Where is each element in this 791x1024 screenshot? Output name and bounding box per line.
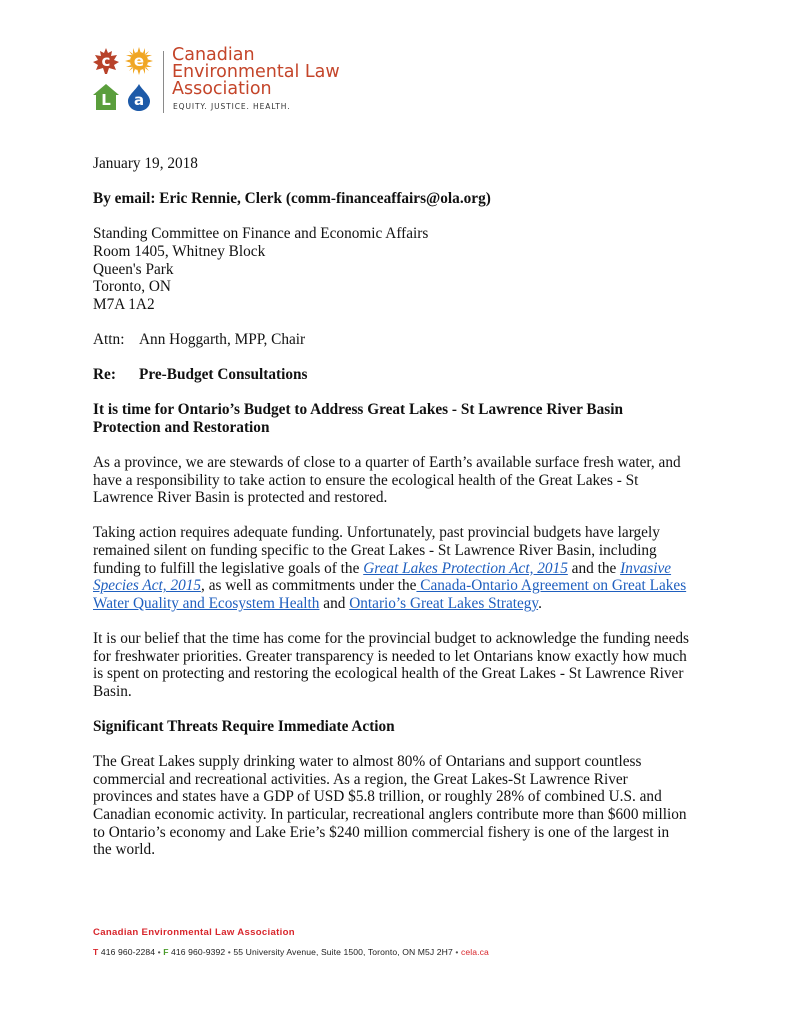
link-canada-ontario-agreement-part1[interactable]: Canada-Ontario Agreement on Great Lakes [416,577,687,595]
text-line: As a province, we are stewards of close to a quarter of Earth’s available surface fresh water, and [93,454,681,472]
text-line: Lawrence River Basin is protected and restored. [93,489,388,507]
text-line: provinces and states have a GDP of USD $5.8 trillion, or roughly 28% of combined U.S. and [93,788,662,806]
by-email-line: By email: Eric Rennie, Clerk (comm-financeaffairs@ola.org) [93,190,491,208]
re-label: Re: [93,366,116,384]
text-span: and [319,594,350,612]
letter-body [93,155,705,859]
text-line: have a responsibility to take action to ensure the ecological health of the Great Lakes - St [93,471,639,489]
fax-label: F [163,947,169,957]
house-icon [92,83,120,111]
text-line: for freshwater priorities. Greater transparency is needed to let Ontarians know exactly how much [93,647,687,665]
footer-contact-line [93,947,489,957]
letterhead-footer [93,927,489,957]
sun-icon [125,47,153,75]
address-line: Toronto, ON [93,278,171,296]
address-line: Queen's Park [93,260,174,278]
attn-label: Attn: [93,330,125,348]
text-line: Canadian economic activity. In particular, recreational anglers contribute more than $600 million [93,805,687,823]
logo-letter-c: c [101,52,111,70]
logo-line-2: Environmental Law [172,62,340,82]
logo-divider [163,51,164,113]
footer-address: 55 University Avenue, Suite 1500, Toronto, ON M5J 2H7 [230,947,456,957]
bullet-separator: • [227,947,231,957]
bullet-separator: • [157,947,161,957]
paragraph-2 [93,524,705,612]
section-heading-1 [93,401,705,436]
paragraph-1 [93,454,705,507]
letter-date: January 19, 2018 [93,155,198,172]
text-line [93,577,705,595]
section-heading-2: Significant Threats Require Immediate Action [93,718,395,735]
text-span: , as well as commitments under the [201,577,417,595]
text-line: Basin. [93,682,132,700]
attn-value: Ann Hoggarth, MPP, Chair [139,330,306,348]
paragraph-3 [93,630,705,700]
logo-letter-e: e [133,52,145,70]
bullet-separator: • [455,947,459,957]
link-ontario-great-lakes-strategy[interactable]: Ontario’s Great Lakes Strategy [349,594,539,612]
logo-line-1: Canadian [172,45,255,65]
link-invasive-species-act-part1[interactable]: Invasive [620,559,672,577]
logo-letter-l: L [101,91,111,109]
link-great-lakes-protection-act[interactable]: Great Lakes Protection Act, 2015 [363,559,568,577]
text-line: Taking action requires adequate funding. Unfortunately, past provincial budgets have largely [93,524,660,542]
text-line: commercial and recreational activities. As a region, the Great Lakes-St Lawrence River [93,770,628,788]
cela-logo [92,45,340,115]
address-line: M7A 1A2 [93,295,155,313]
text-span: and the [567,559,621,577]
logo-line-3: Association [172,79,272,99]
footer-org-name: Canadian Environmental Law Association [93,927,295,938]
phone-number: 416 960-2284 [98,947,158,957]
re-value: Pre-Budget Consultations [139,366,308,384]
text-line: The Great Lakes supply drinking water to almost 80% of Ontarians and support countless [93,753,642,771]
text-line: is spent on protecting and restoring the ecological health of the Great Lakes - St Lawrence River [93,665,684,683]
text-line: to Ontario’s economy and Lake Erie’s $240 million commercial fishery is one of the largest in [93,823,670,841]
text-line [93,595,705,613]
recipient-address [93,225,705,313]
address-line: Standing Committee on Finance and Economic Affairs [93,225,429,243]
logo-wordmark [172,47,340,98]
heading-line: It is time for Ontario’s Budget to Address Great Lakes - St Lawrence River Basin [93,401,623,419]
link-canada-ontario-agreement-part2[interactable]: Water Quality and Ecosystem Health [93,594,320,612]
water-drop-icon [125,83,153,111]
text-span: . [538,594,542,612]
website-link[interactable]: cela.ca [460,947,489,957]
logo-letter-a: a [133,91,145,109]
heading-line: Protection and Restoration [93,418,270,436]
fax-number: 416 960-9392 [168,947,228,957]
paragraph-4 [93,753,705,859]
logo-tagline: EQUITY. JUSTICE. HEALTH. [173,102,291,111]
text-line: the world. [93,841,156,859]
link-invasive-species-act-part2[interactable]: Species Act, 2015 [93,577,202,595]
text-line: It is our belief that the time has come for the provincial budget to acknowledge the funding needs [93,630,689,648]
attn-line [93,331,705,349]
re-line [93,366,705,384]
address-line: Room 1405, Whitney Block [93,242,266,260]
logo-icons [92,47,156,113]
text-span: funding to fulfill the legislative goals of the [93,559,364,577]
maple-leaf-icon [92,47,120,75]
text-line [93,560,705,578]
phone-label: T [93,947,99,957]
text-line: remained silent on funding specific to the Great Lakes - St Lawrence River Basin, including [93,542,657,560]
